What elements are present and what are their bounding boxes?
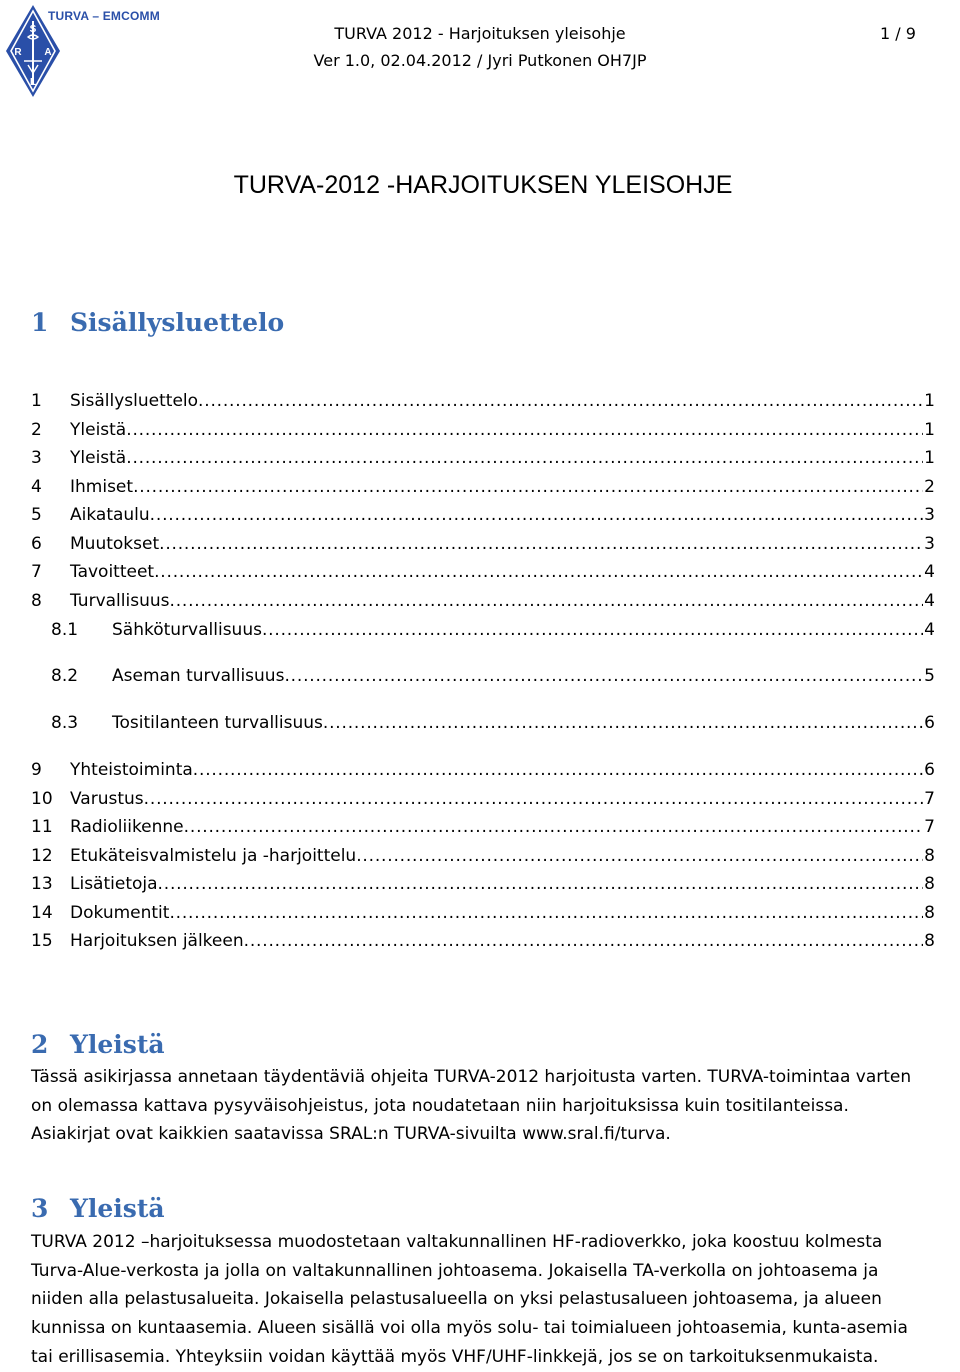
toc-item-page: 6 xyxy=(924,713,935,733)
toc-item-page: 3 xyxy=(924,505,935,525)
toc-item-page: 1 xyxy=(924,420,935,440)
section-number: 1 xyxy=(31,308,49,337)
toc-item-number: 13 xyxy=(31,874,53,894)
toc-item-page: 4 xyxy=(924,591,935,611)
toc-item-page: 2 xyxy=(924,477,935,497)
toc-item-page: 6 xyxy=(924,760,935,780)
header-version: Ver 1.0, 02.04.2012 / Jyri Putkonen OH7JP xyxy=(313,51,647,70)
section-title: Yleistä xyxy=(70,1030,165,1059)
toc-leader xyxy=(244,931,924,951)
toc-item-page: 3 xyxy=(924,534,935,554)
section-title: Yleistä xyxy=(70,1194,165,1223)
toc-item-title: Ihmiset xyxy=(70,477,134,497)
toc-leader xyxy=(144,789,924,809)
toc-item-title: Lisätietoja xyxy=(70,874,158,894)
toc-item-page: 7 xyxy=(924,789,935,809)
logo-letter-l: L xyxy=(29,77,37,88)
toc-item-page: 8 xyxy=(924,874,935,894)
toc-item-title: Muutokset xyxy=(70,534,160,554)
toc-item-number: 7 xyxy=(31,562,42,582)
toc-item-number: 11 xyxy=(31,817,53,837)
toc-item[interactable] xyxy=(31,846,935,868)
toc-item-title: Aikataulu xyxy=(70,505,150,525)
toc-leader xyxy=(159,534,923,554)
toc-item-title: Turvallisuus xyxy=(70,591,170,611)
toc-item-title: Tositilanteen turvallisuus xyxy=(112,713,323,733)
toc-item-title: Sisällysluettelo xyxy=(70,391,199,411)
toc-subitem[interactable] xyxy=(51,666,935,688)
toc-leader xyxy=(158,874,924,894)
toc-item-page: 1 xyxy=(924,391,935,411)
toc-item-title: Harjoituksen jälkeen xyxy=(70,931,244,951)
logo-letter-s: S xyxy=(29,24,37,35)
toc-item[interactable] xyxy=(31,534,935,556)
toc-item-number: 3 xyxy=(31,448,42,468)
toc-item-number: 1 xyxy=(31,391,42,411)
toc-item[interactable] xyxy=(31,448,935,470)
toc-item-title: Yleistä xyxy=(70,448,127,468)
section-number: 3 xyxy=(31,1194,49,1223)
toc-subitem[interactable] xyxy=(51,620,935,642)
toc-item-number: 8.3 xyxy=(51,713,79,733)
logo-letter-a: A xyxy=(44,47,52,58)
toc-item-title: Dokumentit xyxy=(70,903,170,923)
toc-leader xyxy=(150,505,924,525)
toc-leader xyxy=(126,448,923,468)
toc-item-title: Yleistä xyxy=(70,420,127,440)
toc-item-number: 6 xyxy=(31,534,42,554)
toc-item-page: 5 xyxy=(924,666,935,686)
header-title: TURVA 2012 - Harjoituksen yleisohje xyxy=(334,24,626,43)
toc-item[interactable] xyxy=(31,817,935,839)
toc-item-number: 4 xyxy=(31,477,42,497)
section-heading xyxy=(31,1194,165,1223)
toc-item-page: 1 xyxy=(924,448,935,468)
toc-item-title: Varustus xyxy=(70,789,144,809)
toc-item-number: 15 xyxy=(31,931,53,951)
toc-item[interactable] xyxy=(31,760,935,782)
toc-leader xyxy=(169,591,923,611)
toc-heading xyxy=(31,308,284,337)
toc-item[interactable] xyxy=(31,477,935,499)
toc-leader xyxy=(323,713,923,733)
section-paragraph: TURVA 2012 –harjoituksessa muodostetaan valtakunnallinen HF-radioverkko, joka koostuu kolmesta Turva-Alue-verkosta ja jolla on valtakunnallinen johtoasema. Jokaisella TA-verkolla on johtoasema ja niiden alla pelastusalueita. Jokaisella pelastusalueella on yksi pelastusalueen johtoasema, ja alueen kunnissa on kuntaasemia. Alueen sisällä voi olla myös solu- tai toimialueen johtoasemia, kunta-asemia tai erillisasemia. Yhteyksiin voidan käyttää myös VHF/UHF-linkkejä, jos se on tarkoituksenmukaista. xyxy=(31,1232,908,1367)
section-paragraph: Tässä asikirjassa annetaan täydentäviä ohjeita TURVA-2012 harjoitusta varten. TURVA-toimintaa varten on olemassa kattava pysyväisohjeistus, jota noudatetaan niin harjoituksissa kuin tositilanteissa. Asiakirjat ovat kaikkien saatavissa SRAL:n TURVA-sivuilta www.sral.fi/turva. xyxy=(31,1067,912,1145)
toc-item[interactable] xyxy=(31,903,935,925)
toc-item[interactable] xyxy=(31,874,935,896)
toc-item-page: 8 xyxy=(924,846,935,866)
toc-item-title: Radioliikenne xyxy=(70,817,184,837)
toc-item[interactable] xyxy=(31,562,935,584)
toc-item-number: 8 xyxy=(31,591,42,611)
toc-item[interactable] xyxy=(31,505,935,527)
toc-item-page: 8 xyxy=(924,931,935,951)
toc-leader xyxy=(169,903,923,923)
toc-item[interactable] xyxy=(31,789,935,811)
toc-item[interactable] xyxy=(31,420,935,442)
logo-letter-r: R xyxy=(14,47,22,58)
toc-item-page: 7 xyxy=(924,817,935,837)
toc-item-number: 8.2 xyxy=(51,666,79,686)
logo-caption: TURVA – EMCOMM xyxy=(48,9,160,23)
toc-item-number: 10 xyxy=(31,789,53,809)
toc-leader xyxy=(198,391,923,411)
toc-item-number: 2 xyxy=(31,420,42,440)
toc-item-title: Sähköturvallisuus xyxy=(112,620,262,640)
toc-item-title: Aseman turvallisuus xyxy=(112,666,285,686)
toc-item[interactable] xyxy=(31,931,935,953)
toc-leader xyxy=(262,620,923,640)
toc-item-page: 8 xyxy=(924,903,935,923)
toc-item[interactable] xyxy=(31,591,935,613)
toc-item[interactable] xyxy=(31,391,935,413)
toc-item-page: 4 xyxy=(924,620,935,640)
document-title: TURVA-2012 -HARJOITUKSEN YLEISOHJE xyxy=(233,171,733,199)
toc-leader xyxy=(356,846,923,866)
toc-leader xyxy=(184,817,924,837)
page-indicator: 1 / 9 xyxy=(880,24,916,43)
toc-item-number: 14 xyxy=(31,903,53,923)
toc-item-title: Etukäteisvalmistelu ja -harjoittelu xyxy=(70,846,357,866)
toc-leader xyxy=(133,477,923,497)
toc-leader xyxy=(126,420,923,440)
toc-item-title: Yhteistoiminta xyxy=(70,760,193,780)
toc-leader xyxy=(284,666,923,686)
toc-item-number: 5 xyxy=(31,505,42,525)
toc-item-number: 8.1 xyxy=(51,620,79,640)
toc-leader xyxy=(193,760,923,780)
section-heading xyxy=(31,1030,165,1059)
toc-subitem[interactable] xyxy=(51,713,935,735)
toc-item-number: 12 xyxy=(31,846,53,866)
section-title: Sisällysluettelo xyxy=(70,308,285,337)
toc-leader xyxy=(154,562,923,582)
toc-item-title: Tavoitteet xyxy=(70,562,155,582)
toc-item-page: 4 xyxy=(924,562,935,582)
toc-item-number: 9 xyxy=(31,760,42,780)
section-number: 2 xyxy=(31,1030,49,1059)
